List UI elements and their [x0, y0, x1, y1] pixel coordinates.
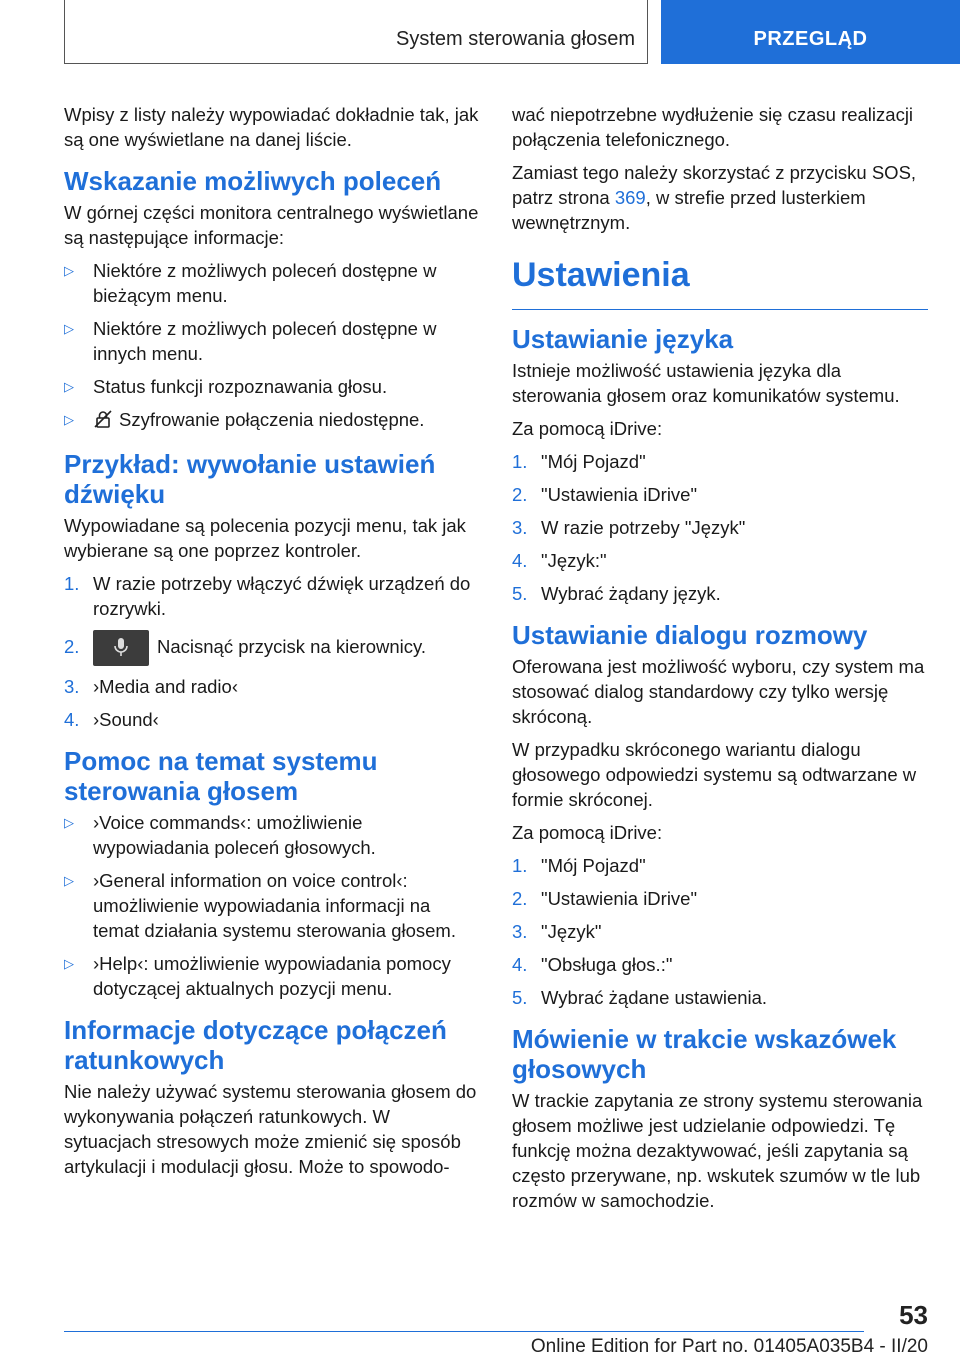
section-title: Ustawianie języka: [512, 324, 734, 354]
numbered-list: [64, 571, 480, 732]
section-title: Ustawianie dialogu rozmowy: [512, 620, 868, 650]
list-item: 4. "Obsługa głos.:": [512, 954, 673, 975]
triangle-right-icon: ▷: [64, 263, 74, 278]
section-text: W trackie zapytania ze strony systemu sterowania głosem możliwe jest udzielanie odpowiedzi. Tę funkcję można dezaktywować, jeśli zapytania są często przerywane, np. wskutek szumów w tle lub rozmów w samochodzie.: [512, 1090, 923, 1211]
list-item: ▷ Szyfrowanie połączenia niedostępne.: [64, 407, 480, 435]
footer-edition: Online Edition for Part no. 01405A035B4 - II/20: [530, 1336, 928, 1357]
list-item: 5. Wybrać żądany język.: [512, 583, 721, 604]
triangle-right-icon: ▷: [64, 815, 74, 831]
list-item: 3. ›Media and radio‹: [64, 676, 238, 698]
list-item: 4. ›Sound‹: [64, 709, 159, 731]
list-item: 1. "Mój Pojazd": [512, 451, 646, 472]
list-item: 3. "Język": [512, 921, 602, 942]
tab-przeglad[interactable]: [661, 0, 960, 64]
list-item: 2. Nacisnąć przycisk na kierownicy.: [64, 629, 480, 666]
header-title: System sterowania głosem: [396, 28, 635, 50]
section-title: Przykład: wywołanie ustawień dźwięku: [64, 449, 436, 509]
triangle-right-icon: ▷: [64, 321, 74, 336]
list-item: 1. W razie potrzeby włączyć dźwięk urządzeń do rozrywki.: [64, 573, 471, 619]
triangle-right-icon: ▷: [64, 873, 74, 889]
section-title: Pomoc na temat systemu sterowania głosem: [64, 746, 378, 807]
bullet-list: [64, 810, 480, 1001]
list-item: ▷ ›General information on voice control‹: umożliwienie wypowiadania informacji na temat działania systemu sterowania głosem.: [64, 870, 456, 942]
list-item: ▷ ›Help‹: umożliwienie wypowiadania pomocy dotyczącej aktualnych pozycji menu.: [64, 953, 451, 1000]
triangle-right-icon: ▷: [64, 412, 74, 427]
microphone-button-image: [93, 630, 149, 666]
triangle-right-icon: ▷: [64, 956, 74, 972]
section-title: Wskazanie możliwych poleceń: [64, 166, 442, 196]
sos-text: Zamiast tego należy skorzystać z przycisku SOS, patrz strona 369, w strefie przed lusterkiem wewnętrznym.: [512, 162, 917, 233]
idrive-label: Za pomocą iDrive:: [512, 822, 663, 843]
list-item: ▷ Status funkcji rozpoznawania głosu.: [64, 376, 388, 397]
left-column: [64, 102, 480, 1187]
section-text: W górnej części monitora centralnego wyświetlane są następujące informacje:: [64, 202, 479, 248]
numbered-list: [512, 853, 928, 1010]
section-title: Mówienie w trakcie wskazówek głosowych: [512, 1024, 897, 1084]
list-item: 3. W razie potrzeby "Język": [512, 517, 746, 538]
section-text: Wypowiadane są polecenia pozycji menu, tak jak wybierane są one poprzez kontroler.: [64, 515, 466, 561]
list-item: ▷ ›Voice commands‹: umożliwienie wypowiadania poleceń głosowych.: [64, 812, 376, 859]
chapter-title: Ustawienia: [512, 255, 928, 310]
page-link[interactable]: 369: [614, 187, 646, 208]
right-column: [512, 102, 928, 1221]
intro-text: Wpisy z listy należy wypowiadać dokładnie tak, jak są one wyświetlane na danej liście.: [64, 104, 479, 150]
microphone-icon: [111, 637, 131, 659]
section-text: Istnieje możliwość ustawienia języka dla sterowania głosem oraz komunikatów systemu.: [512, 360, 900, 406]
header-box: [64, 0, 648, 64]
numbered-list: [512, 449, 928, 606]
list-item: 5. Wybrać żądane ustawienia.: [512, 987, 768, 1008]
list-item: 2. "Ustawienia iDrive": [512, 888, 698, 909]
crossed-lock-icon: [93, 409, 113, 435]
tab-label: PRZEGLĄD: [753, 28, 868, 50]
list-item: ▷ Niektóre z możliwych poleceń dostępne w innych menu.: [64, 318, 437, 364]
page-number: 53: [899, 1300, 928, 1330]
list-item: 2. "Ustawienia iDrive": [512, 484, 698, 505]
list-item: 1. "Mój Pojazd": [512, 855, 646, 876]
triangle-right-icon: ▷: [64, 379, 74, 394]
continued-text: wać niepotrzebne wydłużenie się czasu realizacji połączenia telefonicznego.: [512, 104, 914, 150]
section-text: Nie należy używać systemu sterowania głosem do wykonywania połączeń ratunkowych. W sytuacjach stresowych może zmienić się sposób artykulacji i modulacji głosu. Może to spowodo-: [64, 1081, 477, 1178]
bullet-list: [64, 258, 480, 435]
footer-divider: [64, 1331, 864, 1332]
idrive-label: Za pomocą iDrive:: [512, 418, 663, 439]
list-item: 4. "Język:": [512, 550, 607, 571]
section-title: Informacje dotyczące połączeń ratunkowych: [64, 1015, 447, 1076]
section-text: Oferowana jest możliwość wyboru, czy system ma stosować dialog standardowy czy tylko wersję skróconą.: [512, 656, 925, 727]
section-text: W przypadku skróconego wariantu dialogu głosowego odpowiedzi systemu są odtwarzane w formie skróconej.: [512, 739, 917, 810]
list-item: ▷ Niektóre z możliwych poleceń dostępne w bieżącym menu.: [64, 260, 437, 306]
